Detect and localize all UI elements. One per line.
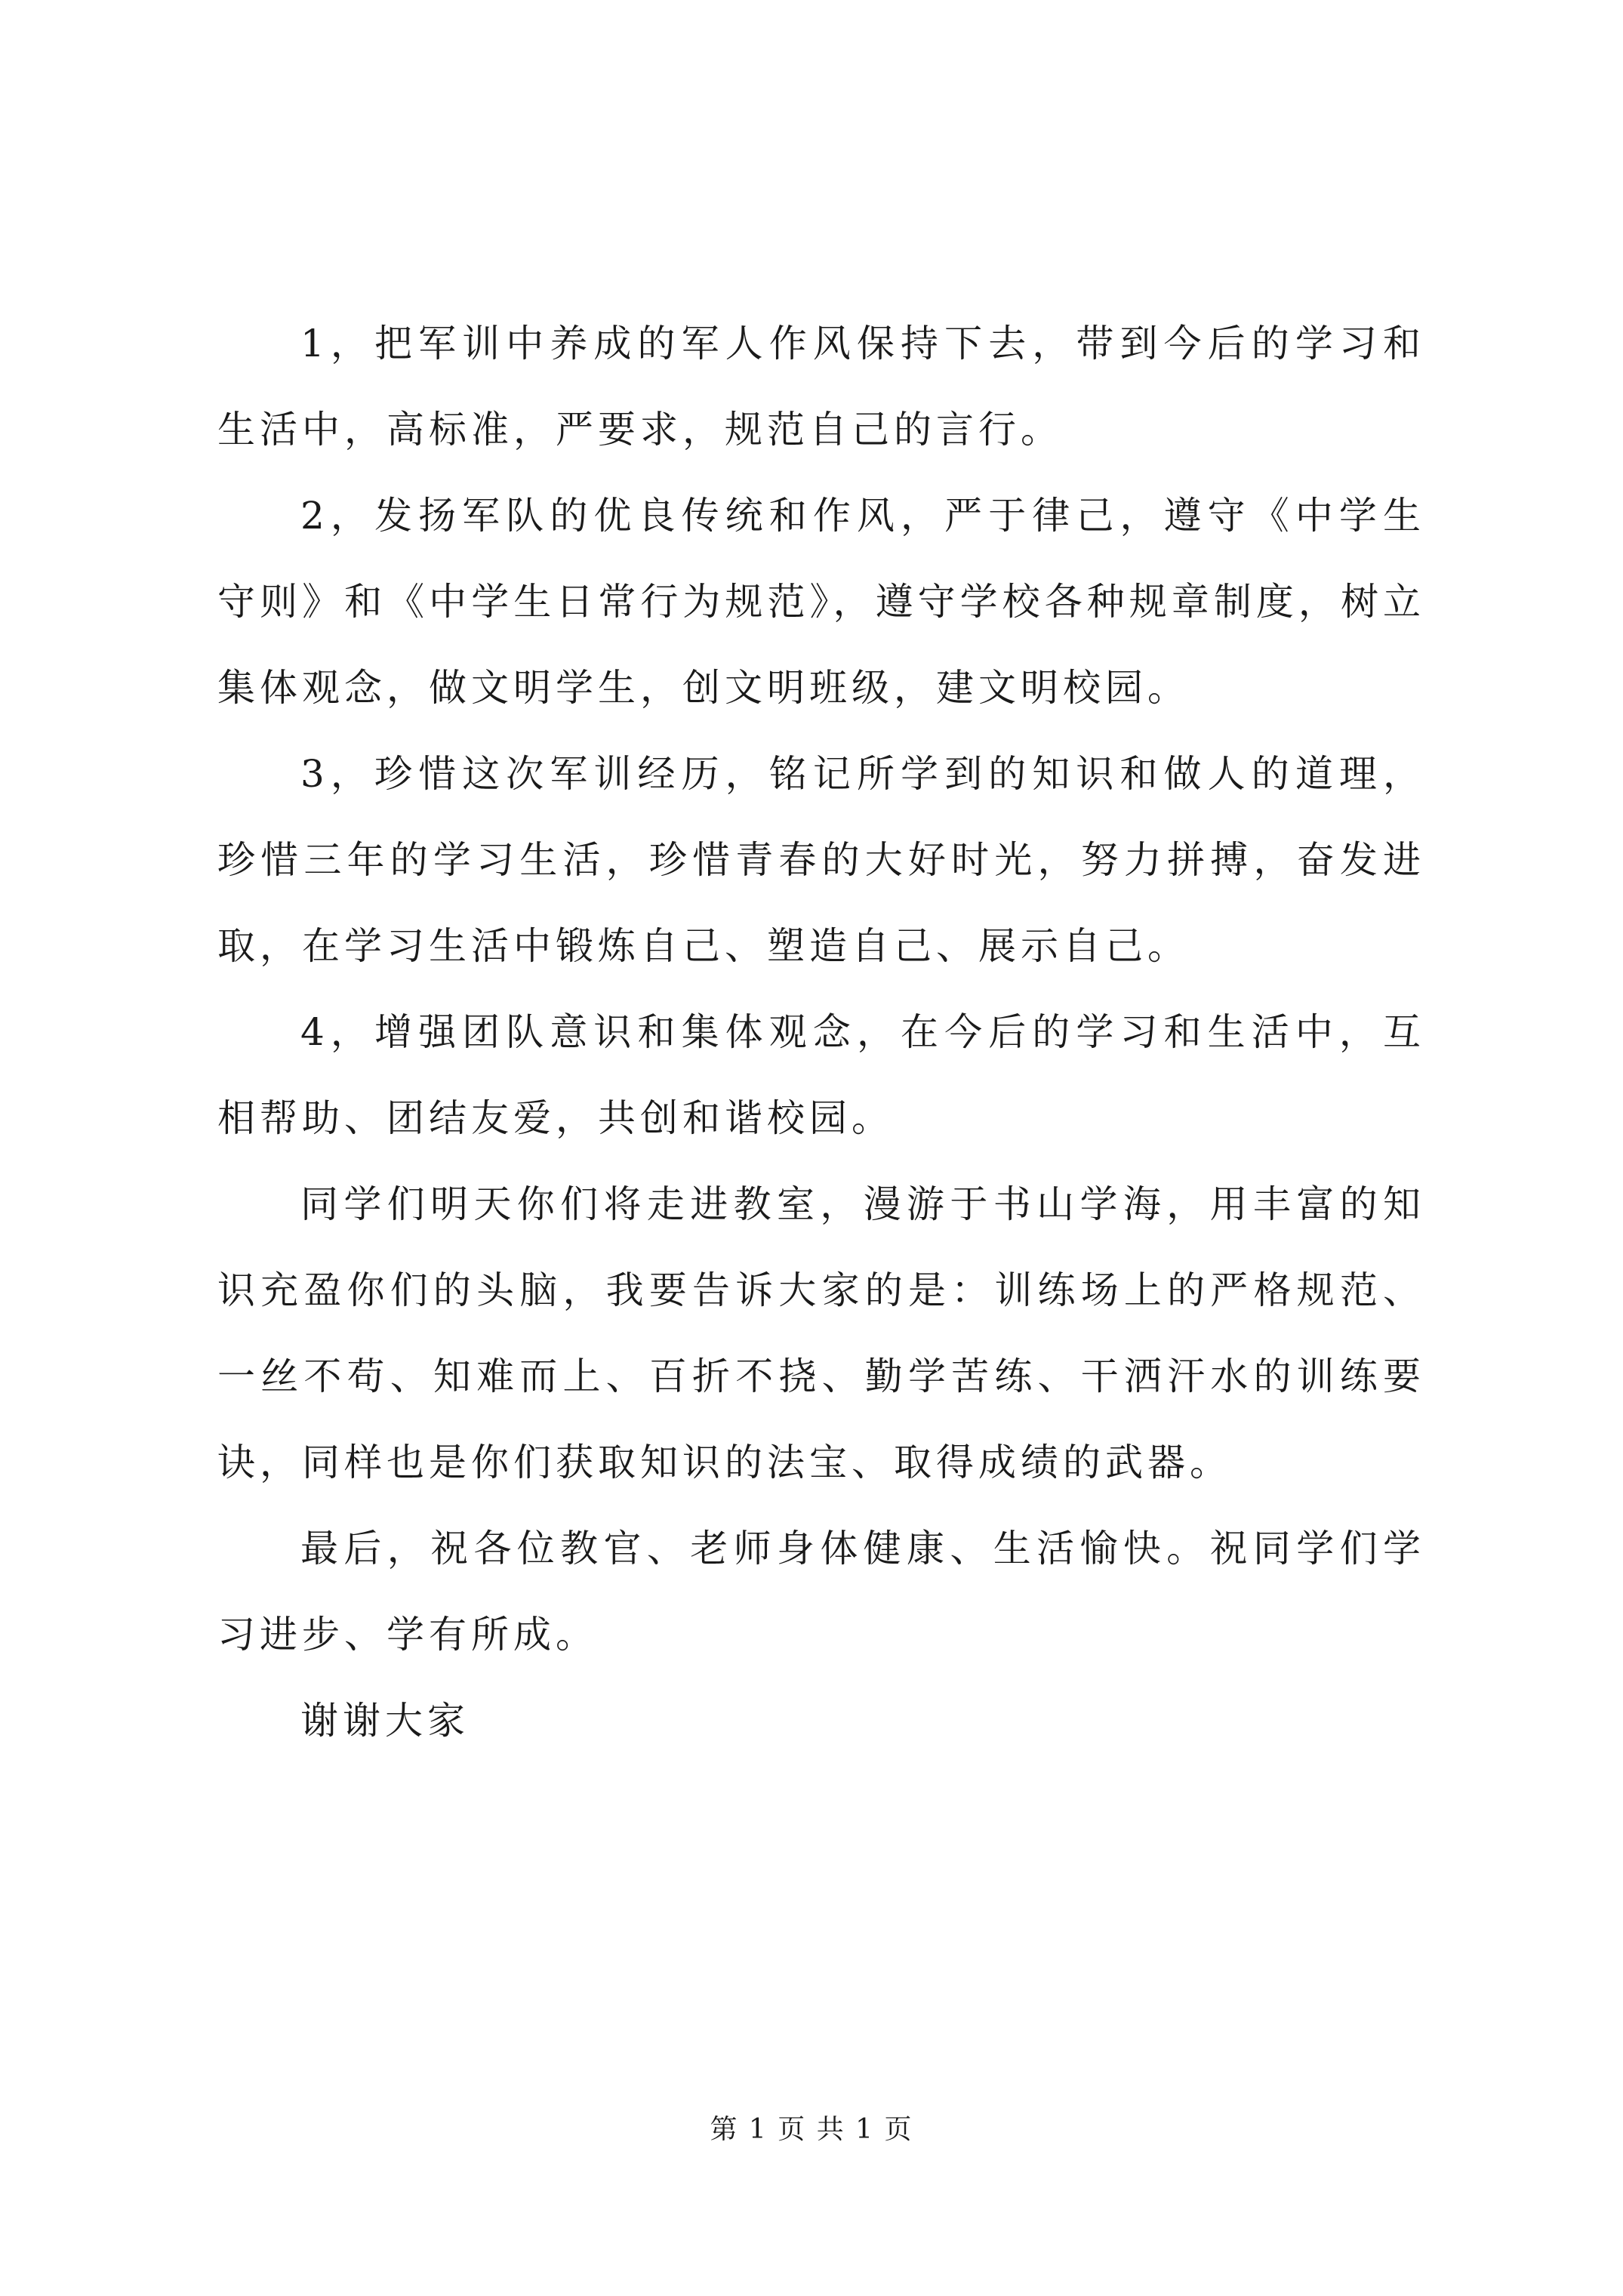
closing-line: 谢谢大家: [300, 1699, 470, 1743]
document-body: [217, 300, 1425, 1764]
paragraph-5: 同学们明天你们将走进教室，漫游于书山学海，用丰富的知识充盈你们的头脑，我要告诉大家的是：训练场上的严格规范、一丝不苟、知难而上、百折不挠、勤学苦练、干洒汗水的训练要诀，同样也是你们获取知识的法宝、取得成绩的武器。: [217, 1182, 1425, 1484]
paragraph-4: 4，增强团队意识和集体观念，在今后的学习和生活中，互相帮助、团结友爱，共创和谐校园。: [217, 1010, 1425, 1140]
page-number-footer: 第 1 页 共 1 页: [710, 2114, 913, 2145]
paragraph-6: 最后，祝各位教官、老师身体健康、生活愉快。祝同学们学习进步、学有所成。: [217, 1527, 1425, 1657]
paragraph-2: 2，发扬军队的优良传统和作风，严于律己，遵守《中学生守则》和《中学生日常行为规范》，遵守学校各种规章制度，树立集体观念，做文明学生，创文明班级，建文明校园。: [217, 494, 1425, 710]
paragraph-1: 1，把军训中养成的军人作风保持下去，带到今后的学习和生活中，高标准，严要求，规范自己的言行。: [217, 322, 1425, 451]
paragraph-3: 3，珍惜这次军训经历，铭记所学到的知识和做人的道理，珍惜三年的学习生活，珍惜青春的大好时光，努力拼搏，奋发进取，在学习生活中锻炼自己、塑造自己、展示自己。: [217, 752, 1425, 968]
